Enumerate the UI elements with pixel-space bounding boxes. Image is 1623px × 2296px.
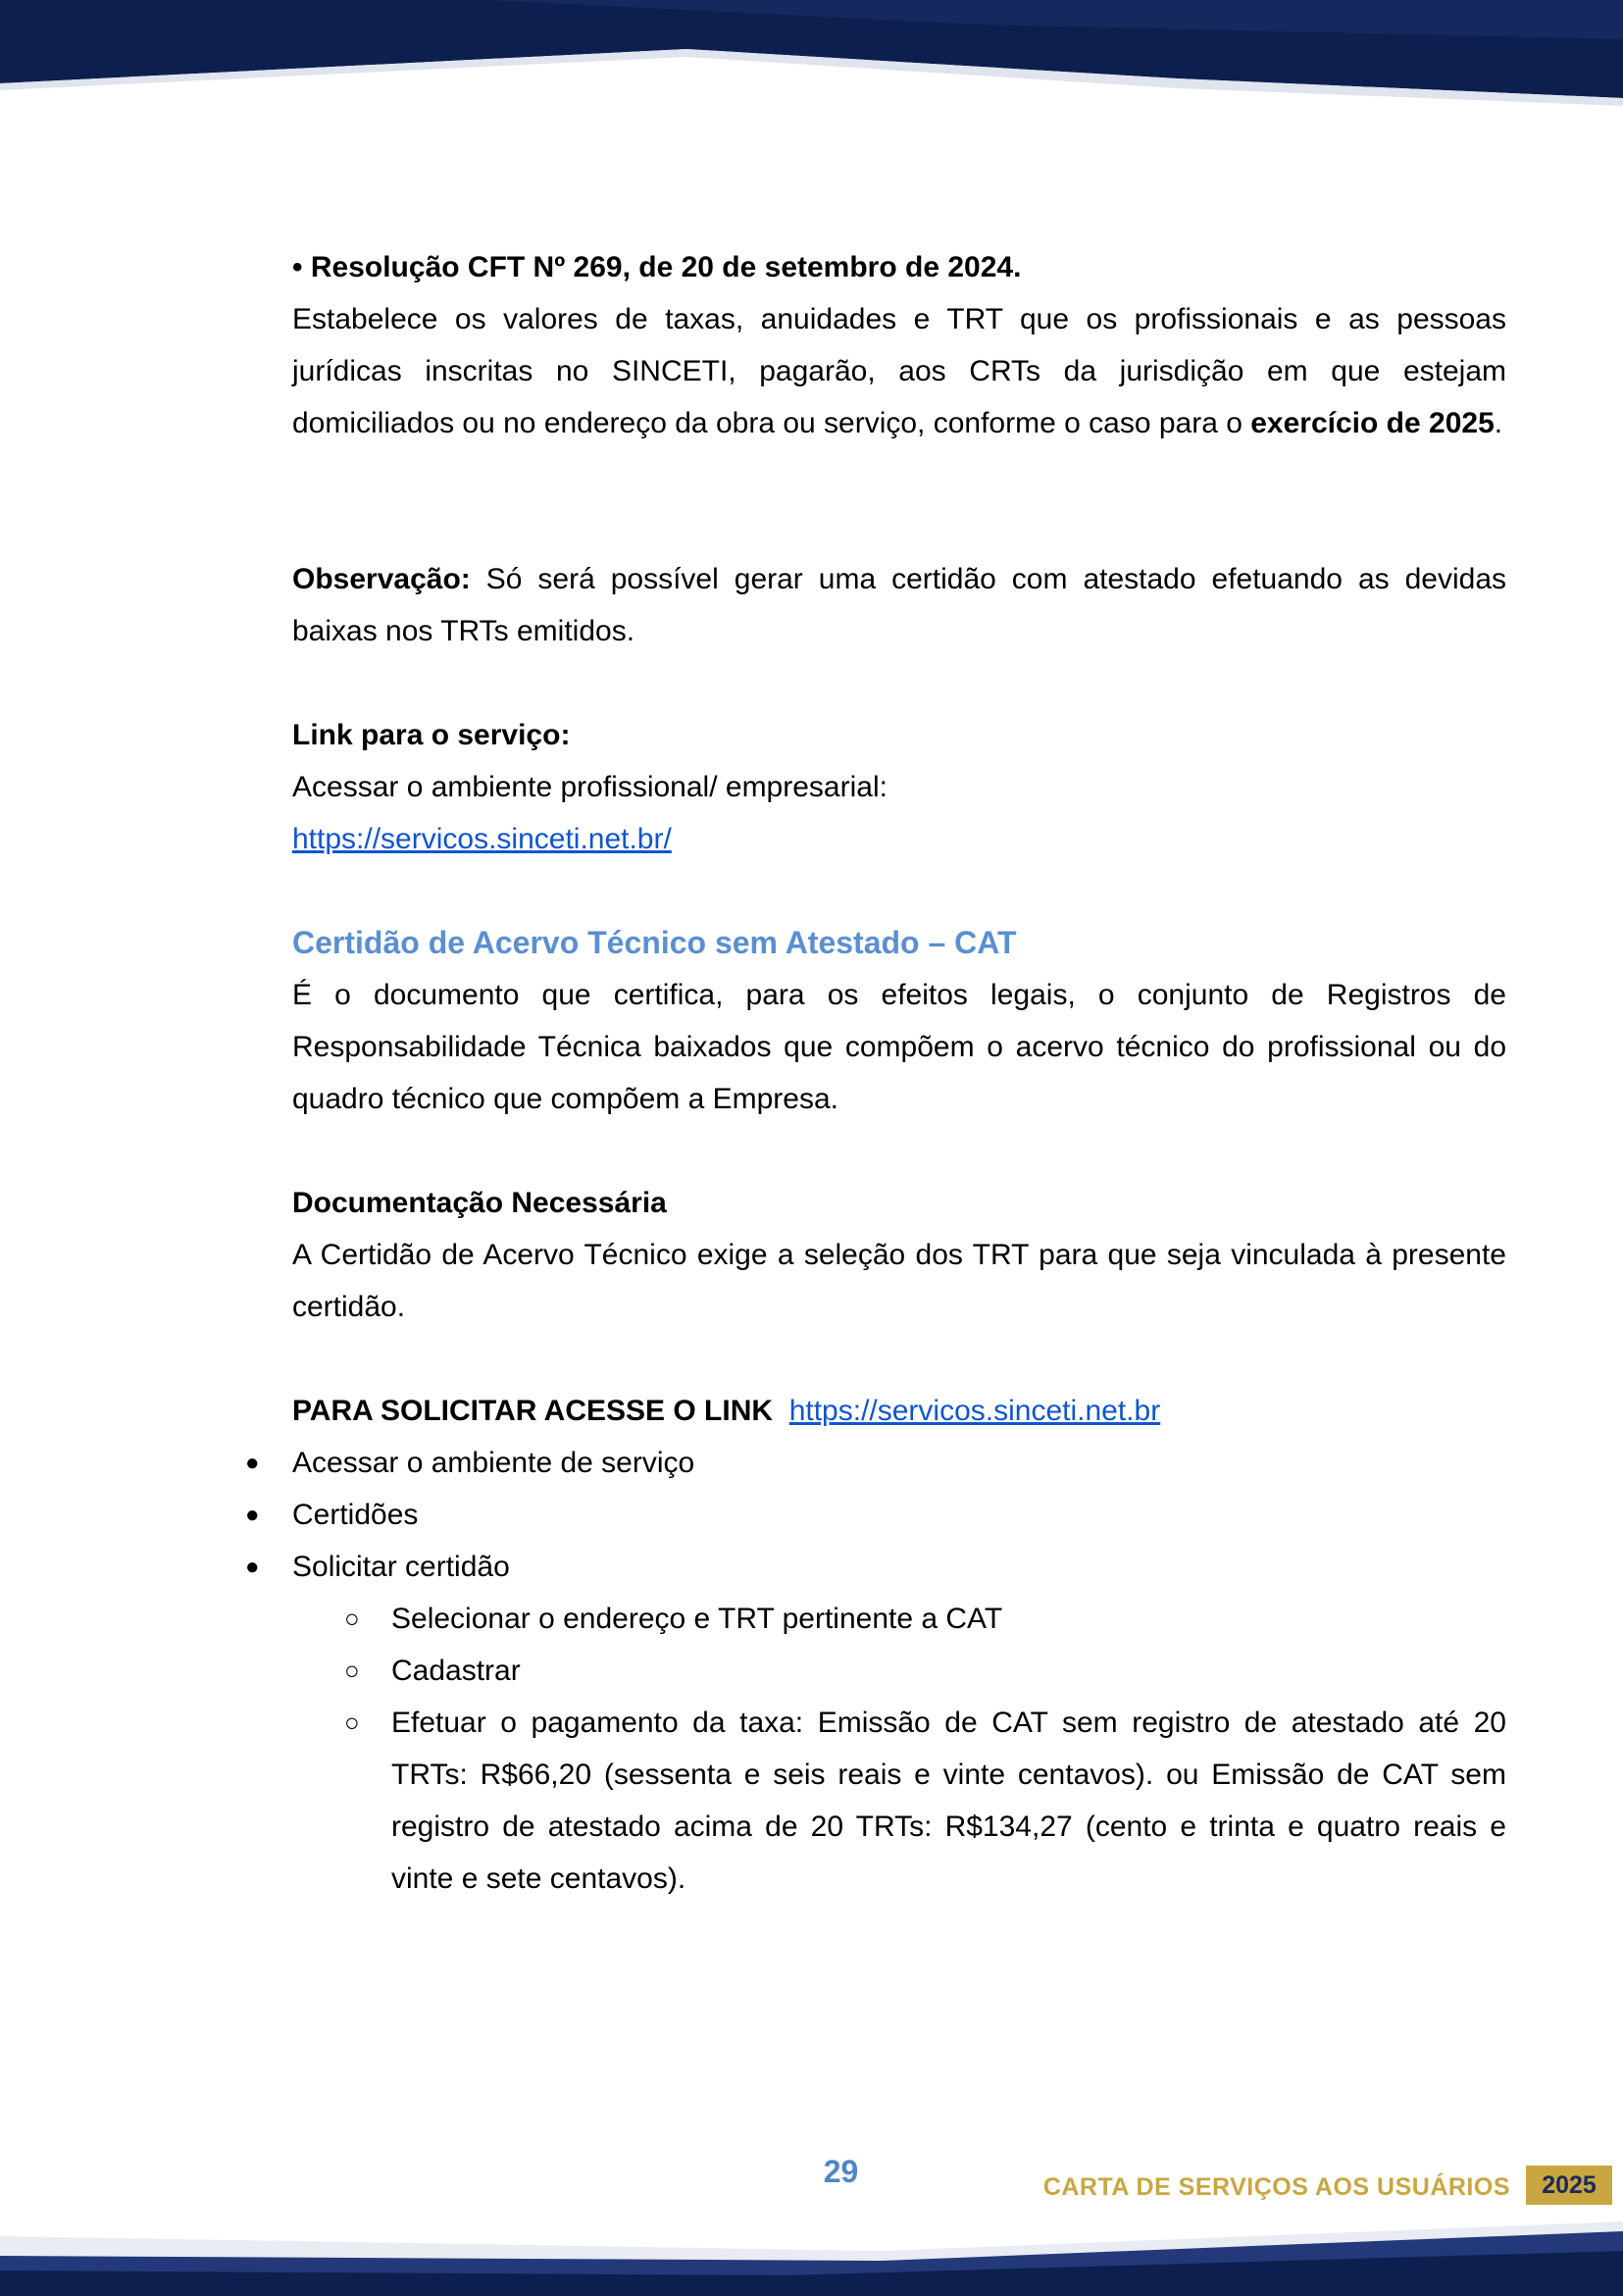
bullet: •: [292, 251, 303, 283]
step-text: Solicitar certidão: [292, 1551, 510, 1583]
footer-band: [0, 2207, 1623, 2296]
substep-text: Cadastrar: [391, 1655, 521, 1687]
service-url-link[interactable]: https://servicos.sinceti.net.br/: [292, 823, 672, 855]
note-text: Só será possível gerar uma certidão com atestado efetuando as devidas baixas nos TRTs emitidos.: [292, 563, 1506, 647]
service-link-label: Link para o serviço:: [292, 719, 571, 751]
bullet-circle-icon: ○: [344, 1604, 360, 1633]
documentation-heading: Documentação Necessária: [292, 1187, 667, 1219]
page-number: 29: [823, 2154, 859, 2189]
list-item: [344, 1645, 1506, 1697]
resolution-body-end: .: [1494, 407, 1503, 439]
list-item: [245, 1541, 1506, 1593]
substep-text: Selecionar o endereço e TRT pertinente a CAT: [391, 1603, 1003, 1635]
list-item: [344, 1697, 1506, 1905]
request-line: [292, 1385, 1506, 1437]
step-text: Acessar o ambiente de serviço: [292, 1447, 695, 1479]
bullet-dot-icon: ●: [245, 1554, 260, 1580]
substeps-list: [292, 1593, 1506, 1905]
bullet-circle-icon: ○: [344, 1708, 360, 1737]
header-band: [0, 0, 1623, 108]
resolution-body: [292, 293, 1506, 449]
resolution-body-bold: exercício de 2025: [1250, 407, 1495, 439]
note-label: Observação:: [292, 563, 471, 595]
list-item: [245, 1437, 1506, 1489]
request-url-link[interactable]: https://servicos.sinceti.net.br: [788, 1395, 1161, 1427]
list-item: [245, 1489, 1506, 1541]
note-paragraph: [292, 553, 1506, 657]
substep-text: Efetuar o pagamento da taxa: Emissão de CAT sem registro de atestado até 20 TRTs: R$66,20 (sessenta e seis reais e vinte centavos). ou Emissão de CAT sem registro de atestado acima de 20 TRTs: R$134,27 (cento e trinta e quatro reais e vinte e sete centavos).: [391, 1707, 1506, 1895]
list-item: [344, 1593, 1506, 1645]
cat-heading: Certidão de Acervo Técnico sem Atestado – CAT: [292, 925, 1017, 960]
resolution-body-text: Estabelece os valores de taxas, anuidades e TRT que os profissionais e as pessoas jurídicas inscritas no SINCETI, pagarão, aos CRTs da jurisdição em que estejam domiciliados ou no endereço da obra ou serviço, conforme o caso para o: [292, 303, 1506, 439]
footer-year-badge: 2025: [1526, 2166, 1612, 2205]
cat-description: É o documento que certifica, para os efeitos legais, o conjunto de Registros de Responsabilidade Técnica baixados que compõem o acervo técnico do profissional ou do quadro técnico que compõem a Empresa.: [292, 979, 1506, 1115]
bullet-circle-icon: ○: [344, 1656, 360, 1685]
resolution-title-text: Resolução CFT Nº 269, de 20 de setembro de 2024.: [310, 251, 1022, 283]
resolution-title: [292, 241, 1506, 293]
bullet-dot-icon: ●: [245, 1450, 260, 1476]
request-label: PARA SOLICITAR ACESSE O LINK: [292, 1395, 774, 1427]
bullet-dot-icon: ●: [245, 1502, 260, 1528]
step-text: Certidões: [292, 1499, 419, 1531]
page-content: [245, 241, 1506, 1905]
steps-list: [245, 1437, 1506, 1593]
documentation-text: A Certidão de Acervo Técnico exige a seleção dos TRT para que seja vinculada à presente certidão.: [292, 1239, 1506, 1323]
footer-title: CARTA DE SERVIÇOS AOS USUÁRIOS: [1042, 2173, 1510, 2201]
service-link-text: Acessar o ambiente profissional/ empresarial:: [292, 771, 888, 803]
